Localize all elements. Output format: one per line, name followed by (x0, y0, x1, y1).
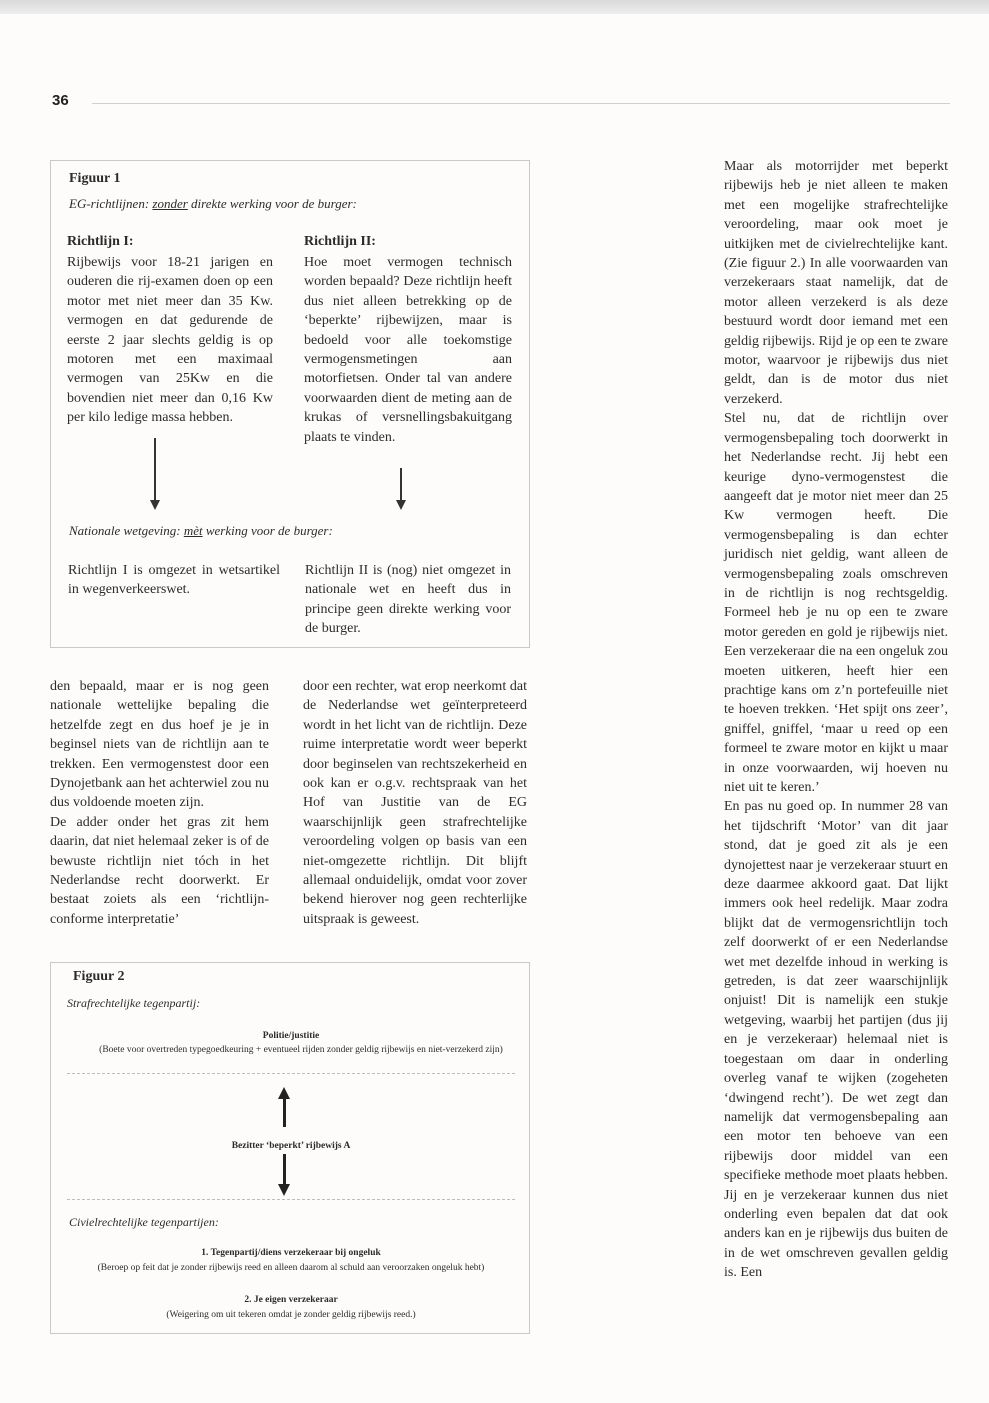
police-justice-detail: (Boete voor overtreden typegoedkeuring + eventueel rijden zonder geldig rijbewijs en niet-verzekerd zijn) (99, 1045, 503, 1055)
header-rule (92, 103, 950, 104)
body-left-paragraph-1: den bepaald, maar er is nog geen nationale wettelijke bepaling die hetzelfde zegt en dus hoef je je in beginsel niets van de richtlijn aan te trekken. Een vermogenstest door een Dynojetbank aan het achterwiel zou nu dus voldoende moeten zijn. (50, 679, 269, 811)
richtlijn-2-text: Hoe moet vermogen technisch worden bepaald? Deze richtlijn heeft dus niet alleen betrekking op de ‘beperkte’ rijbewijzen, maar is bedoeld voor alle toekomstige vermogensmetingen aan motorfietsen. Onder tal van andere voorwaarden dient de meting aan de krukas of versnellingsbakuitgang plaats te vinden. (304, 255, 512, 445)
party-1-label: 1. Tegenpartij/diens verzekeraar bij ongeluk (201, 1248, 381, 1258)
national-heading-suffix: werking voor de burger: (202, 523, 333, 538)
body-column-right (724, 157, 948, 1283)
figure-2-box (50, 962, 530, 1334)
national-1-text: Richtlijn I is omgezet in wetsartikel in wegenverkeerswet. (68, 563, 280, 598)
national-legislation-heading (69, 523, 333, 539)
arrow-down (278, 1154, 290, 1196)
divider-top (67, 1073, 515, 1074)
right-paragraph-1: Maar als motorrijder met beperkt rijbewijs heb je niet alleen te maken met een mogelijke strafrechtelijke veroordeling, maar ook moet je uitkijken met de civielrechtelijke kant. (Zie figuur 2.) In alle voorwaarden van verzekeraars staat namelijk, dat de motor alleen verzekerd is als deze bestuurd wordt door iemand met een geldig rijbewijs. Rijd je op een te zware motor, waarvoor je rijbewijs dus niet geldt, dan is de motor dus niet verzekerd. (724, 159, 948, 407)
richtlijn-2-heading: Richtlijn II: (304, 234, 376, 249)
richtlijn-1-heading: Richtlijn I: (67, 234, 134, 249)
arrow-up (278, 1087, 290, 1127)
criminal-party-label: Strafrechtelijke tegenpartij: (67, 996, 201, 1010)
eg-heading-suffix: direkte werking voor de burger: (187, 196, 357, 211)
body-column-middle (303, 677, 527, 929)
divider-bottom (67, 1199, 515, 1200)
body-column-left (50, 677, 269, 929)
figure-2-title: Figuur 2 (73, 969, 125, 984)
right-paragraph-3: En pas nu goed op. In nummer 28 van het tijdschrift ‘Motor’ van dit jaar stond, dat je goed zit als je een dynojettest naar je verzekeraar stuurt en deze daarmee akkoord gaat. Dat lijkt immers ook heel redelijk. Maar zodra blijkt dat de vermogensrichtlijn toch zelf doorwerkt of er een Nederlandse wet met dezelfde inhoud in werking is getreden, is dat zeer waarschijnlijk onjuist! Dit is namelijk een stukje wetgeving, waarbij het partijen (dus jij en je verzekeraar) helemaal niet is toegestaan om daar in onderling overleg vanaf te wijken (zogeheten ‘dwingend recht’). De wet zegt dan namelijk dat vermogensbepaling aan een motor ten behoeve van een rijbewijs door middel van een specifieke methode moet plaats hebben. Jij en je verzekeraar kunnen dus niet onderling even bepalen dat dat ook anders kan en je rijbewijs dus buiten de in de wet omschreven gevallen geldig is. Een (724, 799, 948, 1281)
eg-directives-heading (69, 196, 357, 212)
license-holder-label: Bezitter ‘beperkt’ rijbewijs A (231, 1141, 351, 1151)
eg-heading-underlined: zonder (152, 196, 188, 211)
eg-heading-prefix: EG-richtlijnen: (69, 196, 153, 211)
right-paragraph-2: Stel nu, dat de richtlijn over vermogensbepaling toch doorwerkt in het Nederlandse recht. Jij hebt een keurige dyno-vermogenstest die aangeeft dat je motor niet meer dan 25 Kw vermogen heeft. Die vermogensbepaling is dan echter juridisch niet geldig, want alleen de vermogensbepaling zoals omschreven in de richtlijn is nog rechtsgeldig. Formeel heb je nu op een te zware motor gereden en gold je rijbewijs niet. Een verzekeraar die na een ongeluk zou moeten uitkeren, heeft hier een prachtige kans om z’n portefeuille niet te hoeven trekken. ‘Het spijt ons zeer’, gniffel, gniffel, ‘maar u reed op een formeel te zware motor en kijkt u maar in onze voorwaarden, wij hoeven nu niet uit te keren.’ (724, 411, 948, 795)
civil-parties-label: Civielrechtelijke tegenpartijen: (69, 1215, 219, 1229)
richtlijn-1-text: Rijbewijs voor 18-21 jarigen en ouderen die rij-examen doen op een motor met niet meer dan 35 Kw. vermogen en dat gedurende de eerste 2 jaar slechts geldig is op motoren met een maximaal vermogen van 25Kw en die bovendien niet meer dan 0,16 Kw per kilo ledige massa hebben. (67, 255, 273, 426)
party-2-label: 2. Je eigen verzekeraar (244, 1295, 338, 1305)
national-heading-prefix: Nationale wetgeving: (69, 523, 184, 538)
body-left-paragraph-2: De adder onder het gras zit hem daarin, dat niet helemaal zeker is of de bewuste richtlijn niet tóch in het Nederlandse recht doorwerkt. Er bestaat zoiets als een ‘richtlijn-conforme interpretatie’ (50, 814, 269, 927)
figure-1-title: Figuur 1 (69, 171, 121, 186)
scan-top-edge (0, 0, 989, 14)
body-middle-paragraph: door een rechter, wat erop neerkomt dat de Nederlandse wet geïnterpreteerd wordt in het licht van de richtlijn. Deze ruime interpretatie wordt weer beperkt door beginselen van rechtszekerheid en ook kan er o.g.v. rechtspraak van het Hof van Justitie van de EG waarschijnlijk geen strafrechtelijke veroordeling volgen op basis van een niet-omgezette richtlijn. Dit blijft allemaal onduidelijk, omdat voor zover bekend hierover nog geen rechterlijke uitspraak is geweest. (303, 679, 527, 927)
figure-1-box (50, 160, 530, 648)
national-2-text: Richtlijn II is (nog) niet omgezet in nationale wet en heeft dus in principe geen direkte werking voor de burger. (305, 563, 511, 637)
page-number: 36 (52, 92, 69, 109)
party-2-detail: (Weigering om uit tekeren omdat je zonder geldig rijbewijs reed.) (166, 1310, 416, 1320)
arrow-down-right (396, 468, 406, 510)
national-heading-underlined: mèt (183, 523, 203, 538)
party-1-detail: (Beroep op feit dat je zonder rijbewijs reed en alleen daarom al schuld aan veroorzaken ongeluk hebt) (97, 1263, 485, 1273)
police-justice-label: Politie/justitie (262, 1031, 320, 1041)
arrow-down-left (150, 438, 160, 510)
